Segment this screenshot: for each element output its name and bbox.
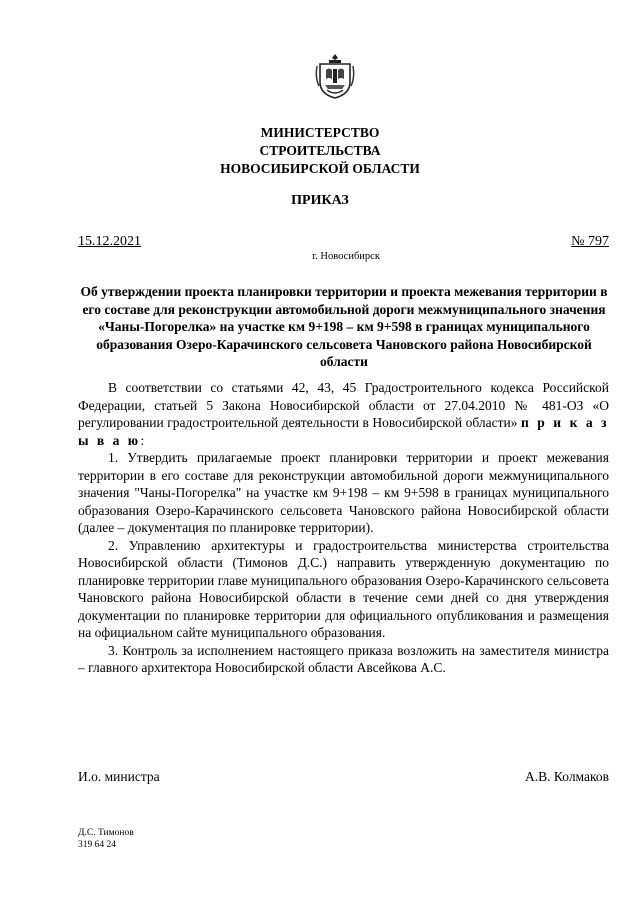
item-2: 2. Управлению архитектуры и градостроительства министерства строительства Новосибирской области (Тимонов Д.С.) направить утвержденную документацию по планировке территории главе муниципального образования Озеро-Карачинского сельсовета Чановского района Новосибирской области в течение семи дней со дня утверждения документации по планировке территории для официального опубликования и размещения на официальном сайте муниципального образования. [78,537,609,640]
item-3: 3. Контроль за исполнением настоящего приказа возложить на заместителя министра – главного архитектора Новосибирской области Авсейкова А.С. [78,642,609,675]
signatory-position: И.о. министра [78,769,160,784]
order-colon: : [140,432,145,448]
document-city: г. Новосибирск [312,251,380,262]
executor-block [78,827,134,851]
ministry-title [0,124,640,178]
document-type: ПРИКАЗ [291,193,349,208]
executor-name: Д.С. Тимонов [78,828,134,838]
signatory-name: А.В. Колмаков [525,769,609,784]
document-number: № 797 [571,234,609,249]
document-date: 15.12.2021 [78,234,141,249]
intro-paragraph [78,379,609,449]
document-body [78,379,609,677]
executor-phone: 319 64 24 [78,840,116,850]
ministry-line: СТРОИТЕЛЬСТВА [259,143,381,158]
item-1: 1. Утвердить прилагаемые проект планировки территории и проект межевания территории в его составе для реконструкции автомобильной дороги межмуниципального значения "Чаны-Погорелка" на участке км 9+198 – км 9+598 в границах муниципального образования Озеро-Карачинского сельсовета Чановского района Новосибирской области (далее – документация по планировке территории). [78,450,609,535]
ministry-line: НОВОСИБИРСКОЙ ОБЛАСТИ [220,161,420,176]
order-word: п р и к а з ы в а ю [78,415,610,448]
intro-text: В соответствии со статьями 42, 43, 45 Градостроительного кодекса Российской Федерации, статьей 5 Закона Новосибирской области от 27.04.2010 № 481-ОЗ «О регулировании градостроительной деятельности в Новосибирской области» [78,380,609,430]
document-subject: Об утверждении проекта планировки территории и проекта межевания территории в его составе для реконструкции автомобильной дороги межмуниципального значения «Чаны-Погорелка» на участке км 9+198 – км 9+598 в границах муниципального образования Озеро-Карачинского сельсовета Чановского района Новосибирской области [80,284,608,369]
ministry-line: МИНИСТЕРСТВО [260,125,380,140]
coat-of-arms-icon [315,52,355,100]
